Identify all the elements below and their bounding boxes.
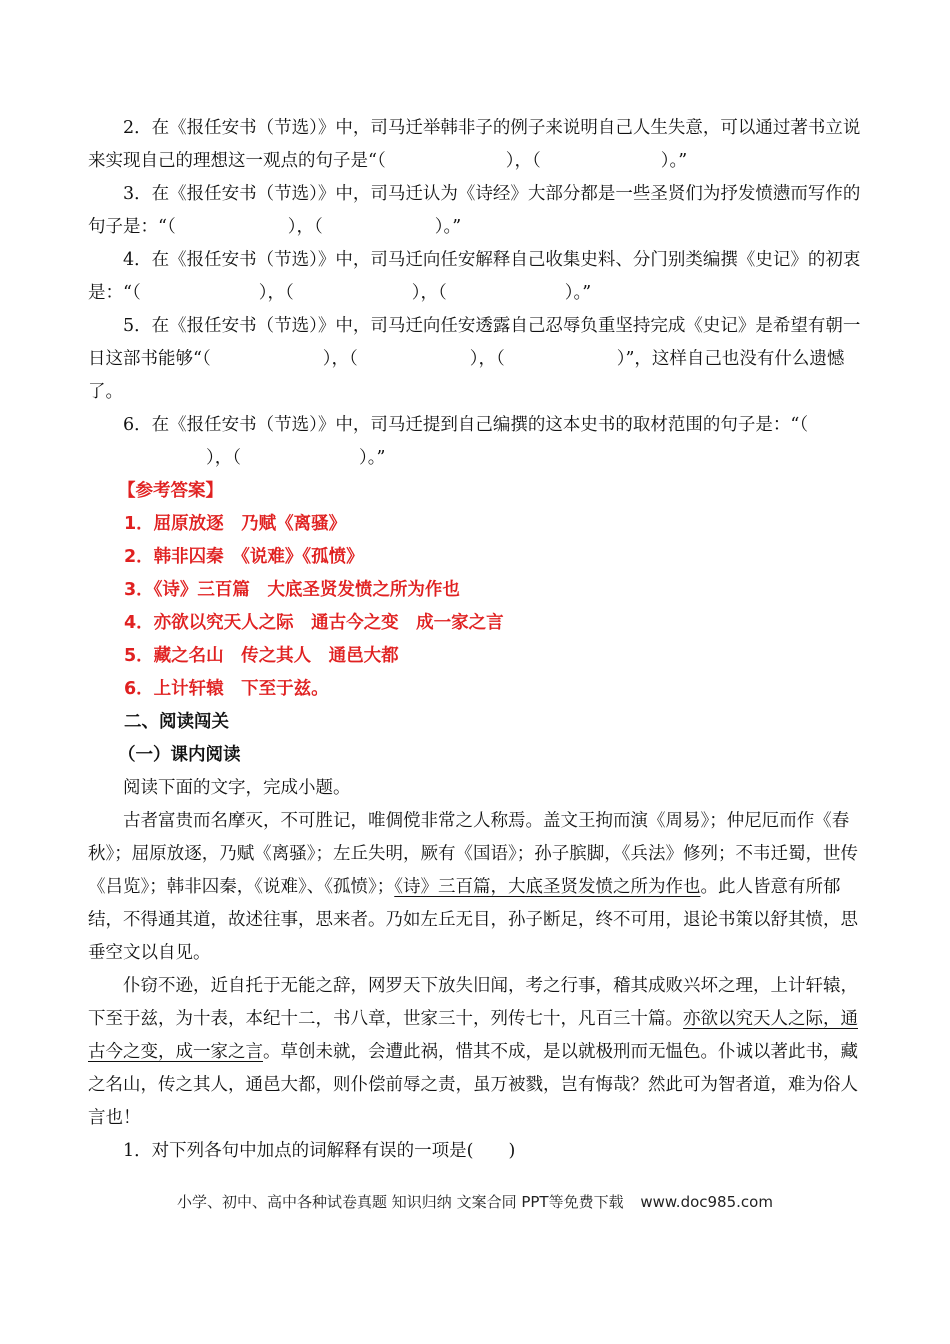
document-page <box>88 112 863 1168</box>
answer-item: 4．亦欲以究天人之际 通古今之变 成一家之言 <box>124 613 504 633</box>
question-text: ）。” <box>434 217 462 237</box>
question-text: ）”，这样自己也没有什么遗憾了。 <box>88 349 845 402</box>
underlined-sentence: 亦欲以究天人之际，通古今之变，成一家之言 <box>88 1009 858 1062</box>
question-5 <box>88 310 863 409</box>
question-text: ），（ <box>505 151 541 171</box>
answer-item: 1．屈原放逐 乃赋《离骚》 <box>124 514 347 534</box>
answer-item: 2．韩非囚秦 《说难》《孤愤》 <box>124 547 364 567</box>
question-text: ），（ <box>206 448 241 468</box>
question-3 <box>88 178 863 244</box>
section-title: 二、阅读闯关 <box>124 712 229 732</box>
answer-item: 6．上计轩辕 下至于兹。 <box>124 679 329 699</box>
passage-text: 。草创未就，会遭此祸，惜其不成，是以就极刑而无愠色。仆诚以著此书，藏之名山，传之其人，通邑大都，则仆偿前辱之责，虽万被戮，岂有悔哉？然此可为智者道，难为俗人言也！ <box>88 1042 858 1128</box>
question-6 <box>88 409 863 475</box>
passage-text: 古者富贵而名摩灭，不可胜记，唯倜傥非常之人称焉。盖文王拘而演《周易》；仲尼厄而作《春秋》；屈原放逐，乃赋《离骚》；左丘失明，厥有《国语》；孙子膑脚，《兵法》修列；不韦迁蜀，世传《吕览》；韩非囚秦，《说难》、《孤愤》； <box>88 811 858 897</box>
page-footer <box>0 1191 950 1212</box>
question-text: ），（ <box>258 283 294 303</box>
question-text: ），（ <box>411 283 447 303</box>
question-text: 6．在《报任安书（节选）》中，司马迁提到自己编撰的这本史书的取材范围的句子是：“（ <box>123 415 809 435</box>
question-2 <box>88 112 863 178</box>
passage-text: 。此人皆意有所郁结，不得通其道，故述往事，思来者。乃如左丘无目，孙子断足，终不可用，退论书策以舒其愤，思垂空文以自见。 <box>88 877 858 963</box>
question-text: 4．在《报任安书（节选）》中，司马迁向任安解释自己收集史料、分门别类编撰《史记》的初衷是：“（ <box>88 250 861 303</box>
section-subtitle: （一）课内阅读 <box>118 745 241 765</box>
passage-paragraph-2 <box>88 970 863 1135</box>
question-text: 5．在《报任安书（节选）》中，司马迁向任安透露自己忍辱负重坚持完成《史记》是希望有朝一日这部书能够“（ <box>88 316 861 369</box>
question-text: ）。” <box>564 283 592 303</box>
question-1: 1．对下列各句中加点的词解释有误的一项是( ) <box>123 1141 516 1161</box>
question-text: ），（ <box>322 349 358 369</box>
footer-link[interactable]: www.doc985.com <box>640 1193 773 1211</box>
answer-item: 3．《诗》三百篇 大底圣贤发愤之所为作也 <box>124 580 460 600</box>
reading-instruction: 阅读下面的文字，完成小题。 <box>123 778 351 798</box>
question-text: ），（ <box>469 349 505 369</box>
answer-item: 5．藏之名山 传之其人 通邑大都 <box>124 646 399 666</box>
question-4 <box>88 244 863 310</box>
passage-paragraph-1 <box>88 805 863 970</box>
underlined-sentence: 《诗》三百篇，大底圣贤发愤之所为作也 <box>394 877 701 897</box>
question-text: ）。” <box>359 448 386 468</box>
question-text: 3．在《报任安书（节选）》中，司马迁认为《诗经》大部分都是一些圣贤们为抒发愤懑而写作的句子是：“（ <box>88 184 861 237</box>
question-text: ）。” <box>660 151 688 171</box>
question-text: 2．在《报任安书（节选）》中，司马迁举韩非子的例子来说明自己人生失意，可以通过著书立说来实现自己的理想这一观点的句子是“（ <box>88 118 861 171</box>
footer-text: 小学、初中、高中各种试卷真题 知识归纳 文案合同 PPT等免费下载 <box>177 1193 624 1211</box>
answers-title: 【参考答案】 <box>118 481 223 501</box>
question-text: ），（ <box>287 217 323 237</box>
passage-text: 仆窃不逊，近自托于无能之辞，网罗天下放失旧闻，考之行事，稽其成败兴坏之理，上计轩辕，下至于兹，为十表，本纪十二，书八章，世家三十，列传七十，凡百三十篇。 <box>88 976 858 1029</box>
